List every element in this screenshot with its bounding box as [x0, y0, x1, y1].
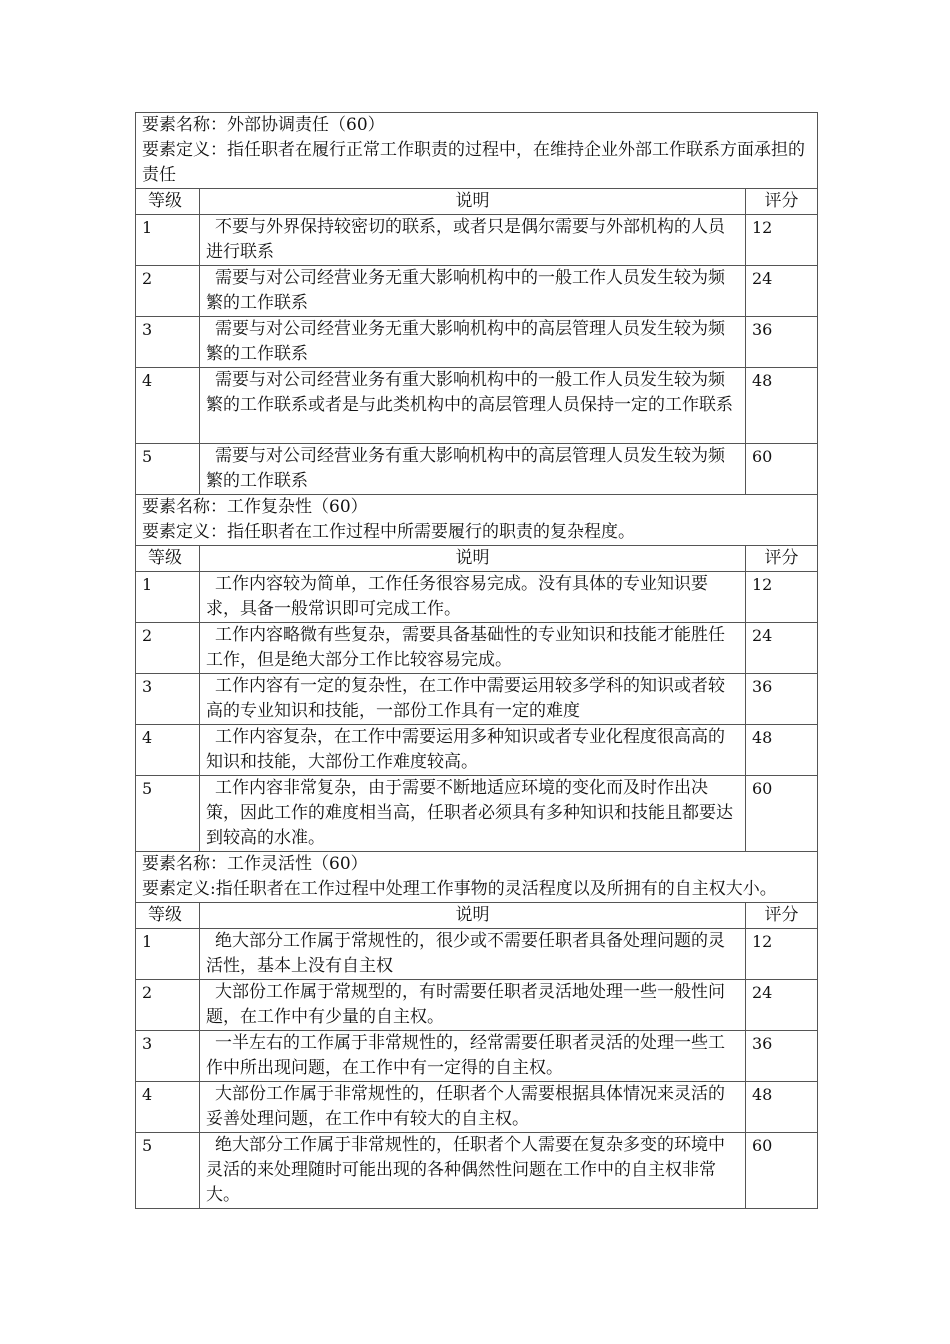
table-row: [136, 674, 818, 725]
score-cell: 36: [746, 674, 818, 725]
column-header-row: [136, 189, 818, 215]
level-cell: 1: [136, 215, 200, 266]
desc-cell: 绝大部分工作属于非常规性的，任职者个人需要在复杂多变的环境中灵活的来处理随时可能出现的各种偶然性问题在工作中的自主权非常大。: [200, 1133, 746, 1209]
desc-cell: 一半左右的工作属于非常规性的，经常需要任职者灵活的处理一些工作中所出现问题，在工作中有一定得的自主权。: [200, 1031, 746, 1082]
table-row: [136, 572, 818, 623]
desc-cell: 需要与对公司经营业务无重大影响机构中的高层管理人员发生较为频繁的工作联系: [200, 317, 746, 368]
section-header: [136, 852, 818, 903]
level-cell: 3: [136, 1031, 200, 1082]
factor-name: 要素名称：外部协调责任（60）: [142, 115, 385, 135]
table-row: [136, 623, 818, 674]
score-cell: 24: [746, 623, 818, 674]
header-level: 等级: [136, 189, 200, 215]
desc-cell: 需要与对公司经营业务有重大影响机构中的高层管理人员发生较为频繁的工作联系: [200, 444, 746, 495]
factor-table: [135, 112, 818, 1209]
desc-cell: 需要与对公司经营业务有重大影响机构中的一般工作人员发生较为频繁的工作联系或者是与此类机构中的高层管理人员保持一定的工作联系: [200, 368, 746, 444]
desc-cell: 需要与对公司经营业务无重大影响机构中的一般工作人员发生较为频繁的工作联系: [200, 266, 746, 317]
factor-definition: 要素定义:指任职者在工作过程中处理工作事物的灵活程度以及所拥有的自主权大小。: [142, 879, 777, 899]
level-cell: 1: [136, 929, 200, 980]
score-cell: 24: [746, 266, 818, 317]
score-cell: 60: [746, 444, 818, 495]
level-cell: 5: [136, 444, 200, 495]
desc-cell: 绝大部分工作属于常规性的，很少或不需要任职者具备处理问题的灵活性，基本上没有自主权: [200, 929, 746, 980]
level-cell: 4: [136, 1082, 200, 1133]
factor-name: 要素名称：工作复杂性（60）: [142, 497, 368, 517]
factor-definition: 要素定义：指任职者在履行正常工作职责的过程中，在维持企业外部工作联系方面承担的责任: [142, 140, 805, 185]
factor-definition: 要素定义：指任职者在工作过程中所需要履行的职责的复杂程度。: [142, 522, 635, 542]
score-cell: 60: [746, 1133, 818, 1209]
desc-cell: 工作内容较为简单，工作任务很容易完成。没有具体的专业知识要求，具备一般常识即可完成工作。: [200, 572, 746, 623]
level-cell: 4: [136, 725, 200, 776]
header-score: 评分: [746, 189, 818, 215]
header-level: 等级: [136, 546, 200, 572]
score-cell: 36: [746, 317, 818, 368]
section-header: [136, 495, 818, 546]
table-row: [136, 368, 818, 444]
header-desc: 说明: [200, 189, 746, 215]
table-row: [136, 725, 818, 776]
desc-cell: 大部份工作属于非常规性的，任职者个人需要根据具体情况来灵活的妥善处理问题，在工作中有较大的自主权。: [200, 1082, 746, 1133]
table-row: [136, 776, 818, 852]
level-cell: 1: [136, 572, 200, 623]
level-cell: 2: [136, 980, 200, 1031]
level-cell: 3: [136, 317, 200, 368]
table-row: [136, 929, 818, 980]
desc-cell: 工作内容非常复杂，由于需要不断地适应环境的变化而及时作出决策，因此工作的难度相当高，任职者必须具有多种知识和技能且都要达到较高的水准。: [200, 776, 746, 852]
level-cell: 2: [136, 266, 200, 317]
desc-cell: 工作内容略微有些复杂，需要具备基础性的专业知识和技能才能胜任工作，但是绝大部分工作比较容易完成。: [200, 623, 746, 674]
score-cell: 48: [746, 1082, 818, 1133]
level-cell: 2: [136, 623, 200, 674]
header-score: 评分: [746, 903, 818, 929]
score-cell: 12: [746, 215, 818, 266]
column-header-row: [136, 903, 818, 929]
score-cell: 48: [746, 725, 818, 776]
table-row: [136, 1031, 818, 1082]
level-cell: 4: [136, 368, 200, 444]
level-cell: 5: [136, 776, 200, 852]
table-row: [136, 1082, 818, 1133]
table-row: [136, 215, 818, 266]
score-cell: 60: [746, 776, 818, 852]
header-level: 等级: [136, 903, 200, 929]
factor-name: 要素名称：工作灵活性（60）: [142, 854, 368, 874]
table-row: [136, 266, 818, 317]
table-row: [136, 317, 818, 368]
score-cell: 12: [746, 929, 818, 980]
header-desc: 说明: [200, 903, 746, 929]
level-cell: 5: [136, 1133, 200, 1209]
desc-cell: 大部份工作属于常规型的，有时需要任职者灵活地处理一些一般性问题，在工作中有少量的自主权。: [200, 980, 746, 1031]
score-cell: 24: [746, 980, 818, 1031]
table-row: [136, 444, 818, 495]
header-desc: 说明: [200, 546, 746, 572]
table-row: [136, 980, 818, 1031]
desc-cell: 不要与外界保持较密切的联系，或者只是偶尔需要与外部机构的人员进行联系: [200, 215, 746, 266]
desc-cell: 工作内容有一定的复杂性，在工作中需要运用较多学科的知识或者较高的专业知识和技能，一部份工作具有一定的难度: [200, 674, 746, 725]
score-cell: 12: [746, 572, 818, 623]
header-score: 评分: [746, 546, 818, 572]
level-cell: 3: [136, 674, 200, 725]
score-cell: 48: [746, 368, 818, 444]
desc-cell: 工作内容复杂，在工作中需要运用多种知识或者专业化程度很高高的知识和技能，大部份工作难度较高。: [200, 725, 746, 776]
section-header: [136, 113, 818, 189]
score-cell: 36: [746, 1031, 818, 1082]
column-header-row: [136, 546, 818, 572]
table-row: [136, 1133, 818, 1209]
